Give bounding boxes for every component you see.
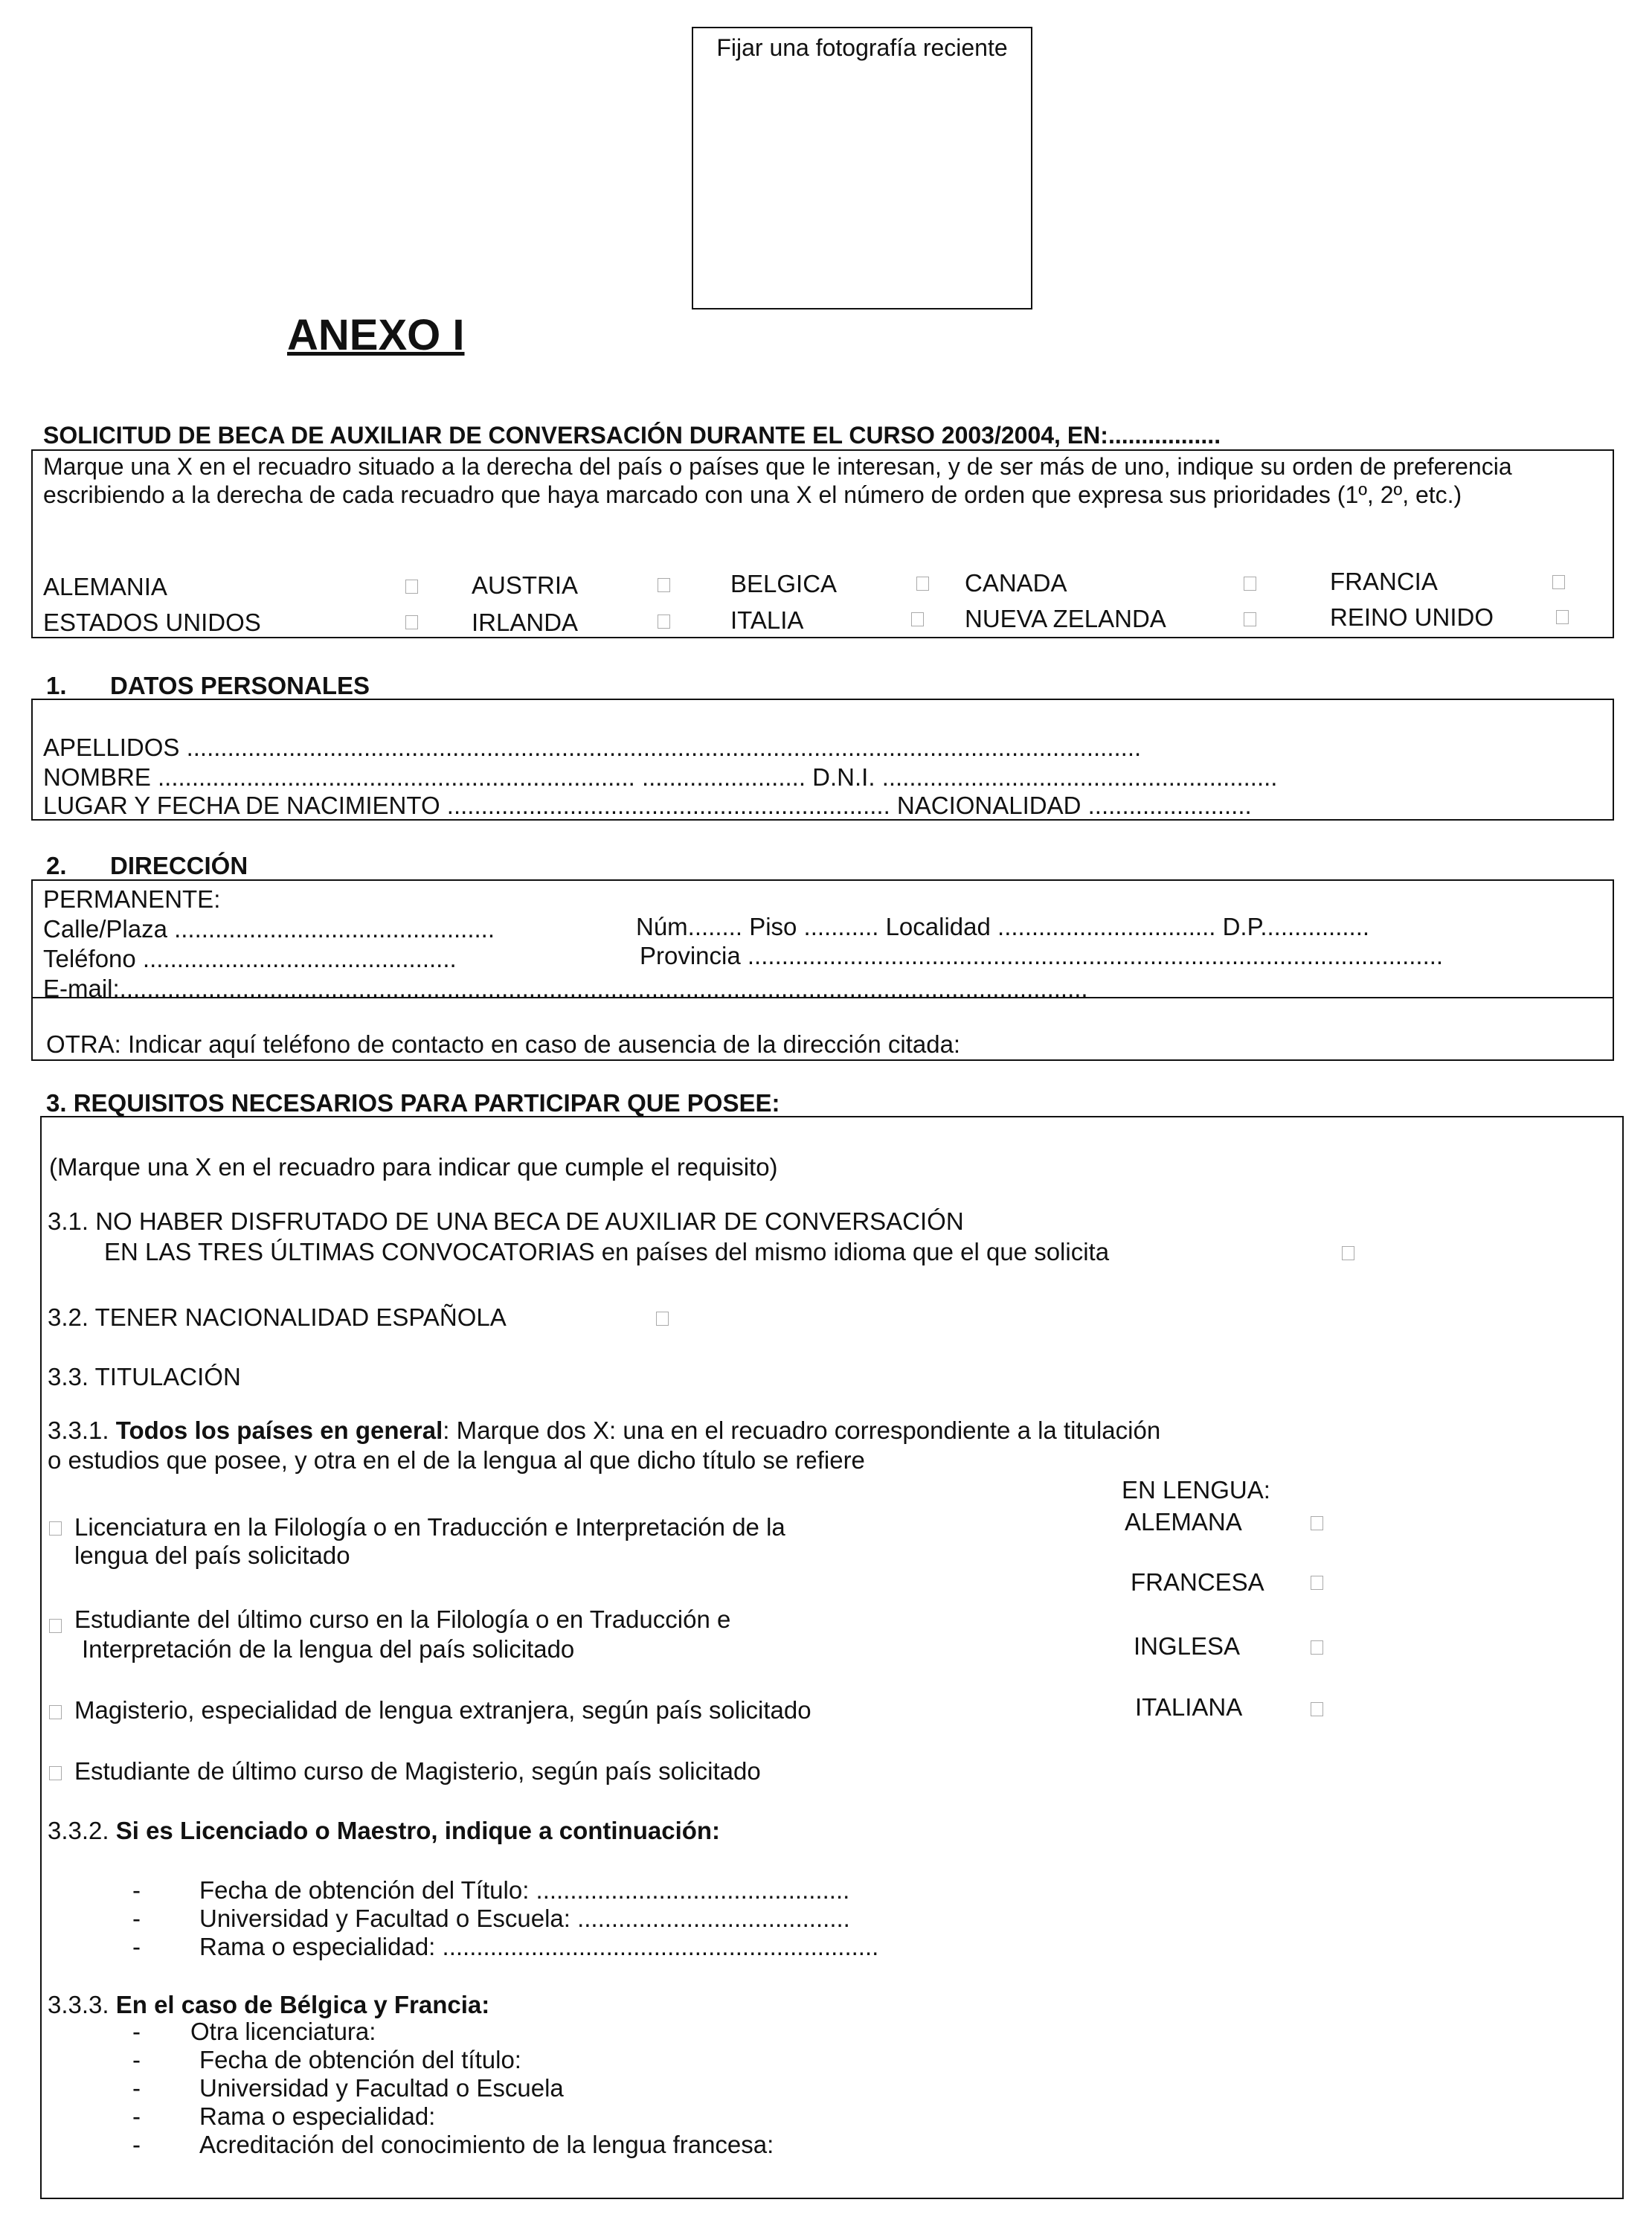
direccion-heading: DIRECCIÓN bbox=[110, 852, 248, 879]
requisito-3-3-3-num: 3.3.3. bbox=[48, 1991, 116, 2018]
lengua-alemana: ALEMANA bbox=[1125, 1508, 1242, 1536]
rama-especialidad-field[interactable]: Rama o especialidad: bbox=[199, 2102, 436, 2130]
checkbox-irlanda[interactable] bbox=[658, 615, 670, 629]
checkbox-estados-unidos[interactable] bbox=[405, 615, 418, 629]
solicitud-heading: SOLICITUD DE BECA DE AUXILIAR DE CONVERSACIÓN DURANTE EL CURSO 2003/2004, EN:................. bbox=[43, 422, 1221, 449]
checkbox-austria[interactable] bbox=[658, 578, 670, 592]
datos-heading: DATOS PERSONALES bbox=[110, 672, 370, 699]
titulo-licenciatura-line2: lengua del país solicitado bbox=[74, 1541, 350, 1569]
country-italia: ITALIA bbox=[730, 606, 804, 634]
direccion-heading-num: 2. bbox=[46, 852, 67, 879]
permanente-label: PERMANENTE: bbox=[43, 885, 221, 913]
dash: - bbox=[132, 2018, 141, 2045]
photo-box bbox=[692, 27, 1032, 309]
requisito-3-3-1-num: 3.3.1. bbox=[48, 1416, 116, 1444]
titulo-magisterio: Magisterio, especialidad de lengua extranjera, según país solicitado bbox=[74, 1696, 811, 1724]
lengua-inglesa: INGLESA bbox=[1134, 1632, 1241, 1660]
solicitud-instructions: Marque una X en el recuadro situado a la derecha del país o países que le interesan, y de ser más de uno, indique su orden de preferencia escribiendo a la derecha de cada recuadro que haya marcado con una X el número de orden que expresa sus prioridades (1º, 2º, etc.) bbox=[43, 453, 1512, 508]
country-alemania: ALEMANIA bbox=[43, 573, 167, 600]
universidad-field[interactable]: Universidad y Facultad o Escuela: ........................................ bbox=[199, 1905, 850, 1932]
checkbox-nueva-zelanda[interactable] bbox=[1244, 612, 1256, 626]
apellidos-field[interactable]: APELLIDOS ............................................................................................................................................ bbox=[43, 734, 1142, 761]
en-lengua-label: EN LENGUA: bbox=[1122, 1476, 1270, 1504]
checkbox-canada[interactable] bbox=[1244, 577, 1256, 591]
checkbox-lengua-alemana[interactable] bbox=[1311, 1516, 1323, 1530]
checkbox-reino-unido[interactable] bbox=[1556, 610, 1569, 624]
checkbox-lengua-italiana[interactable] bbox=[1311, 1702, 1323, 1716]
checkbox-titulo-magisterio[interactable] bbox=[49, 1705, 62, 1719]
requisito-3-3-3-bold: En el caso de Bélgica y Francia: bbox=[115, 1991, 490, 2018]
checkbox-italia[interactable] bbox=[911, 612, 924, 626]
country-irlanda: IRLANDA bbox=[472, 609, 579, 636]
fecha-obtencion-field[interactable]: Fecha de obtención del título: bbox=[199, 2046, 521, 2073]
requisito-3-1-line2: EN LAS TRES ÚLTIMAS CONVOCATORIAS en países del mismo idioma que el que solicita bbox=[104, 1238, 1110, 1265]
universidad-facultad-field[interactable]: Universidad y Facultad o Escuela bbox=[199, 2074, 564, 2102]
lengua-italiana: ITALIANA bbox=[1135, 1693, 1243, 1721]
rama-field[interactable]: Rama o especialidad: ................................................................ bbox=[199, 1933, 879, 1960]
checkbox-titulo-licenciatura[interactable] bbox=[49, 1521, 62, 1536]
telefono-field[interactable]: Teléfono .............................................. bbox=[43, 945, 457, 972]
titulo-licenciatura-line1: Licenciatura en la Filología o en Traducción e Interpretación de la bbox=[74, 1513, 785, 1541]
country-austria: AUSTRIA bbox=[472, 571, 579, 599]
email-field[interactable]: E-mail:.............................................................................................................................................. bbox=[43, 975, 1088, 1002]
checkbox-lengua-francesa[interactable] bbox=[1311, 1576, 1323, 1590]
otra-licenciatura-field[interactable]: Otra licenciatura: bbox=[190, 2018, 376, 2045]
dash: - bbox=[132, 1876, 141, 1904]
dash: - bbox=[132, 2131, 141, 2158]
datos-heading-num: 1. bbox=[46, 672, 67, 699]
country-nueva-zelanda: NUEVA ZELANDA bbox=[965, 605, 1166, 632]
dash: - bbox=[132, 2102, 141, 2130]
titulo-estudiante-magisterio: Estudiante de último curso de Magisterio, según país solicitado bbox=[74, 1757, 761, 1785]
requisito-3-3-3 bbox=[48, 1991, 489, 2019]
country-canada: CANADA bbox=[965, 569, 1067, 597]
otra-field[interactable]: OTRA: Indicar aquí teléfono de contacto en caso de ausencia de la dirección citada: bbox=[46, 1030, 961, 1058]
acreditacion-frances-field[interactable]: Acreditación del conocimiento de la lengua francesa: bbox=[199, 2131, 774, 2158]
calle-field[interactable]: Calle/Plaza ............................................... bbox=[43, 915, 495, 943]
num-piso-localidad-field[interactable]: Núm........ Piso ........... Localidad ................................ D.P................ bbox=[636, 913, 1370, 940]
photo-label: Fijar una fotografía reciente bbox=[716, 34, 1008, 61]
country-reino-unido: REINO UNIDO bbox=[1330, 603, 1494, 631]
lengua-francesa: FRANCESA bbox=[1131, 1568, 1264, 1596]
requisito-3-2: 3.2. TENER NACIONALIDAD ESPAÑOLA bbox=[48, 1303, 507, 1331]
requisitos-note: (Marque una X en el recuadro para indicar que cumple el requisito) bbox=[49, 1153, 778, 1181]
titulo-estudiante-filologia-line1: Estudiante del último curso en la Filología o en Traducción e bbox=[74, 1605, 731, 1633]
requisito-3-3-1-bold: Todos los países en general bbox=[115, 1416, 443, 1444]
requisito-3-3-2 bbox=[48, 1817, 720, 1845]
dash: - bbox=[132, 2074, 141, 2102]
country-estados-unidos: ESTADOS UNIDOS bbox=[43, 609, 261, 636]
dash: - bbox=[132, 1905, 141, 1932]
nombre-field[interactable]: NOMBRE ...................................................................... ........................ D.N.I. .......................................................... bbox=[43, 763, 1278, 791]
checkbox-belgica[interactable] bbox=[916, 577, 929, 591]
provincia-field[interactable]: Provincia ...................................................................................................... bbox=[640, 942, 1444, 969]
checkbox-francia[interactable] bbox=[1552, 575, 1565, 589]
requisito-3-3-1-line2: o estudios que posee, y otra en el de la lengua al que dicho título se refiere bbox=[48, 1446, 865, 1474]
checkbox-lengua-inglesa[interactable] bbox=[1311, 1640, 1323, 1655]
checkbox-alemania[interactable] bbox=[405, 580, 418, 594]
requisito-3-3-1 bbox=[48, 1416, 1160, 1445]
checkbox-requisito-3-1[interactable] bbox=[1342, 1246, 1354, 1260]
requisito-3-1-line1: 3.1. NO HABER DISFRUTADO DE UNA BECA DE AUXILIAR DE CONVERSACIÓN bbox=[48, 1207, 964, 1235]
page-title: ANEXO I bbox=[287, 311, 465, 359]
requisito-3-3-1-rest: : Marque dos X: una en el recuadro correspondiente a la titulación bbox=[443, 1416, 1161, 1444]
requisito-3-3-2-bold: Si es Licenciado o Maestro, indique a continuación: bbox=[115, 1817, 721, 1844]
checkbox-titulo-estudiante-magisterio[interactable] bbox=[49, 1766, 62, 1780]
checkbox-titulo-estudiante-filologia[interactable] bbox=[49, 1619, 62, 1633]
dash: - bbox=[132, 1933, 141, 1960]
dash: - bbox=[132, 2046, 141, 2073]
lugar-fecha-field[interactable]: LUGAR Y FECHA DE NACIMIENTO ................................................................. NACIONALIDAD ........................ bbox=[43, 792, 1252, 819]
fecha-titulo-field[interactable]: Fecha de obtención del Título: .............................................. bbox=[199, 1876, 850, 1904]
checkbox-requisito-3-2[interactable] bbox=[656, 1312, 669, 1326]
titulo-estudiante-filologia-line2: Interpretación de la lengua del país solicitado bbox=[82, 1635, 575, 1663]
requisito-3-3: 3.3. TITULACIÓN bbox=[48, 1363, 241, 1390]
country-francia: FRANCIA bbox=[1330, 568, 1438, 595]
country-belgica: BELGICA bbox=[730, 570, 838, 597]
requisito-3-3-2-num: 3.3.2. bbox=[48, 1817, 116, 1844]
requisitos-heading: 3. REQUISITOS NECESARIOS PARA PARTICIPAR QUE POSEE: bbox=[46, 1089, 780, 1117]
